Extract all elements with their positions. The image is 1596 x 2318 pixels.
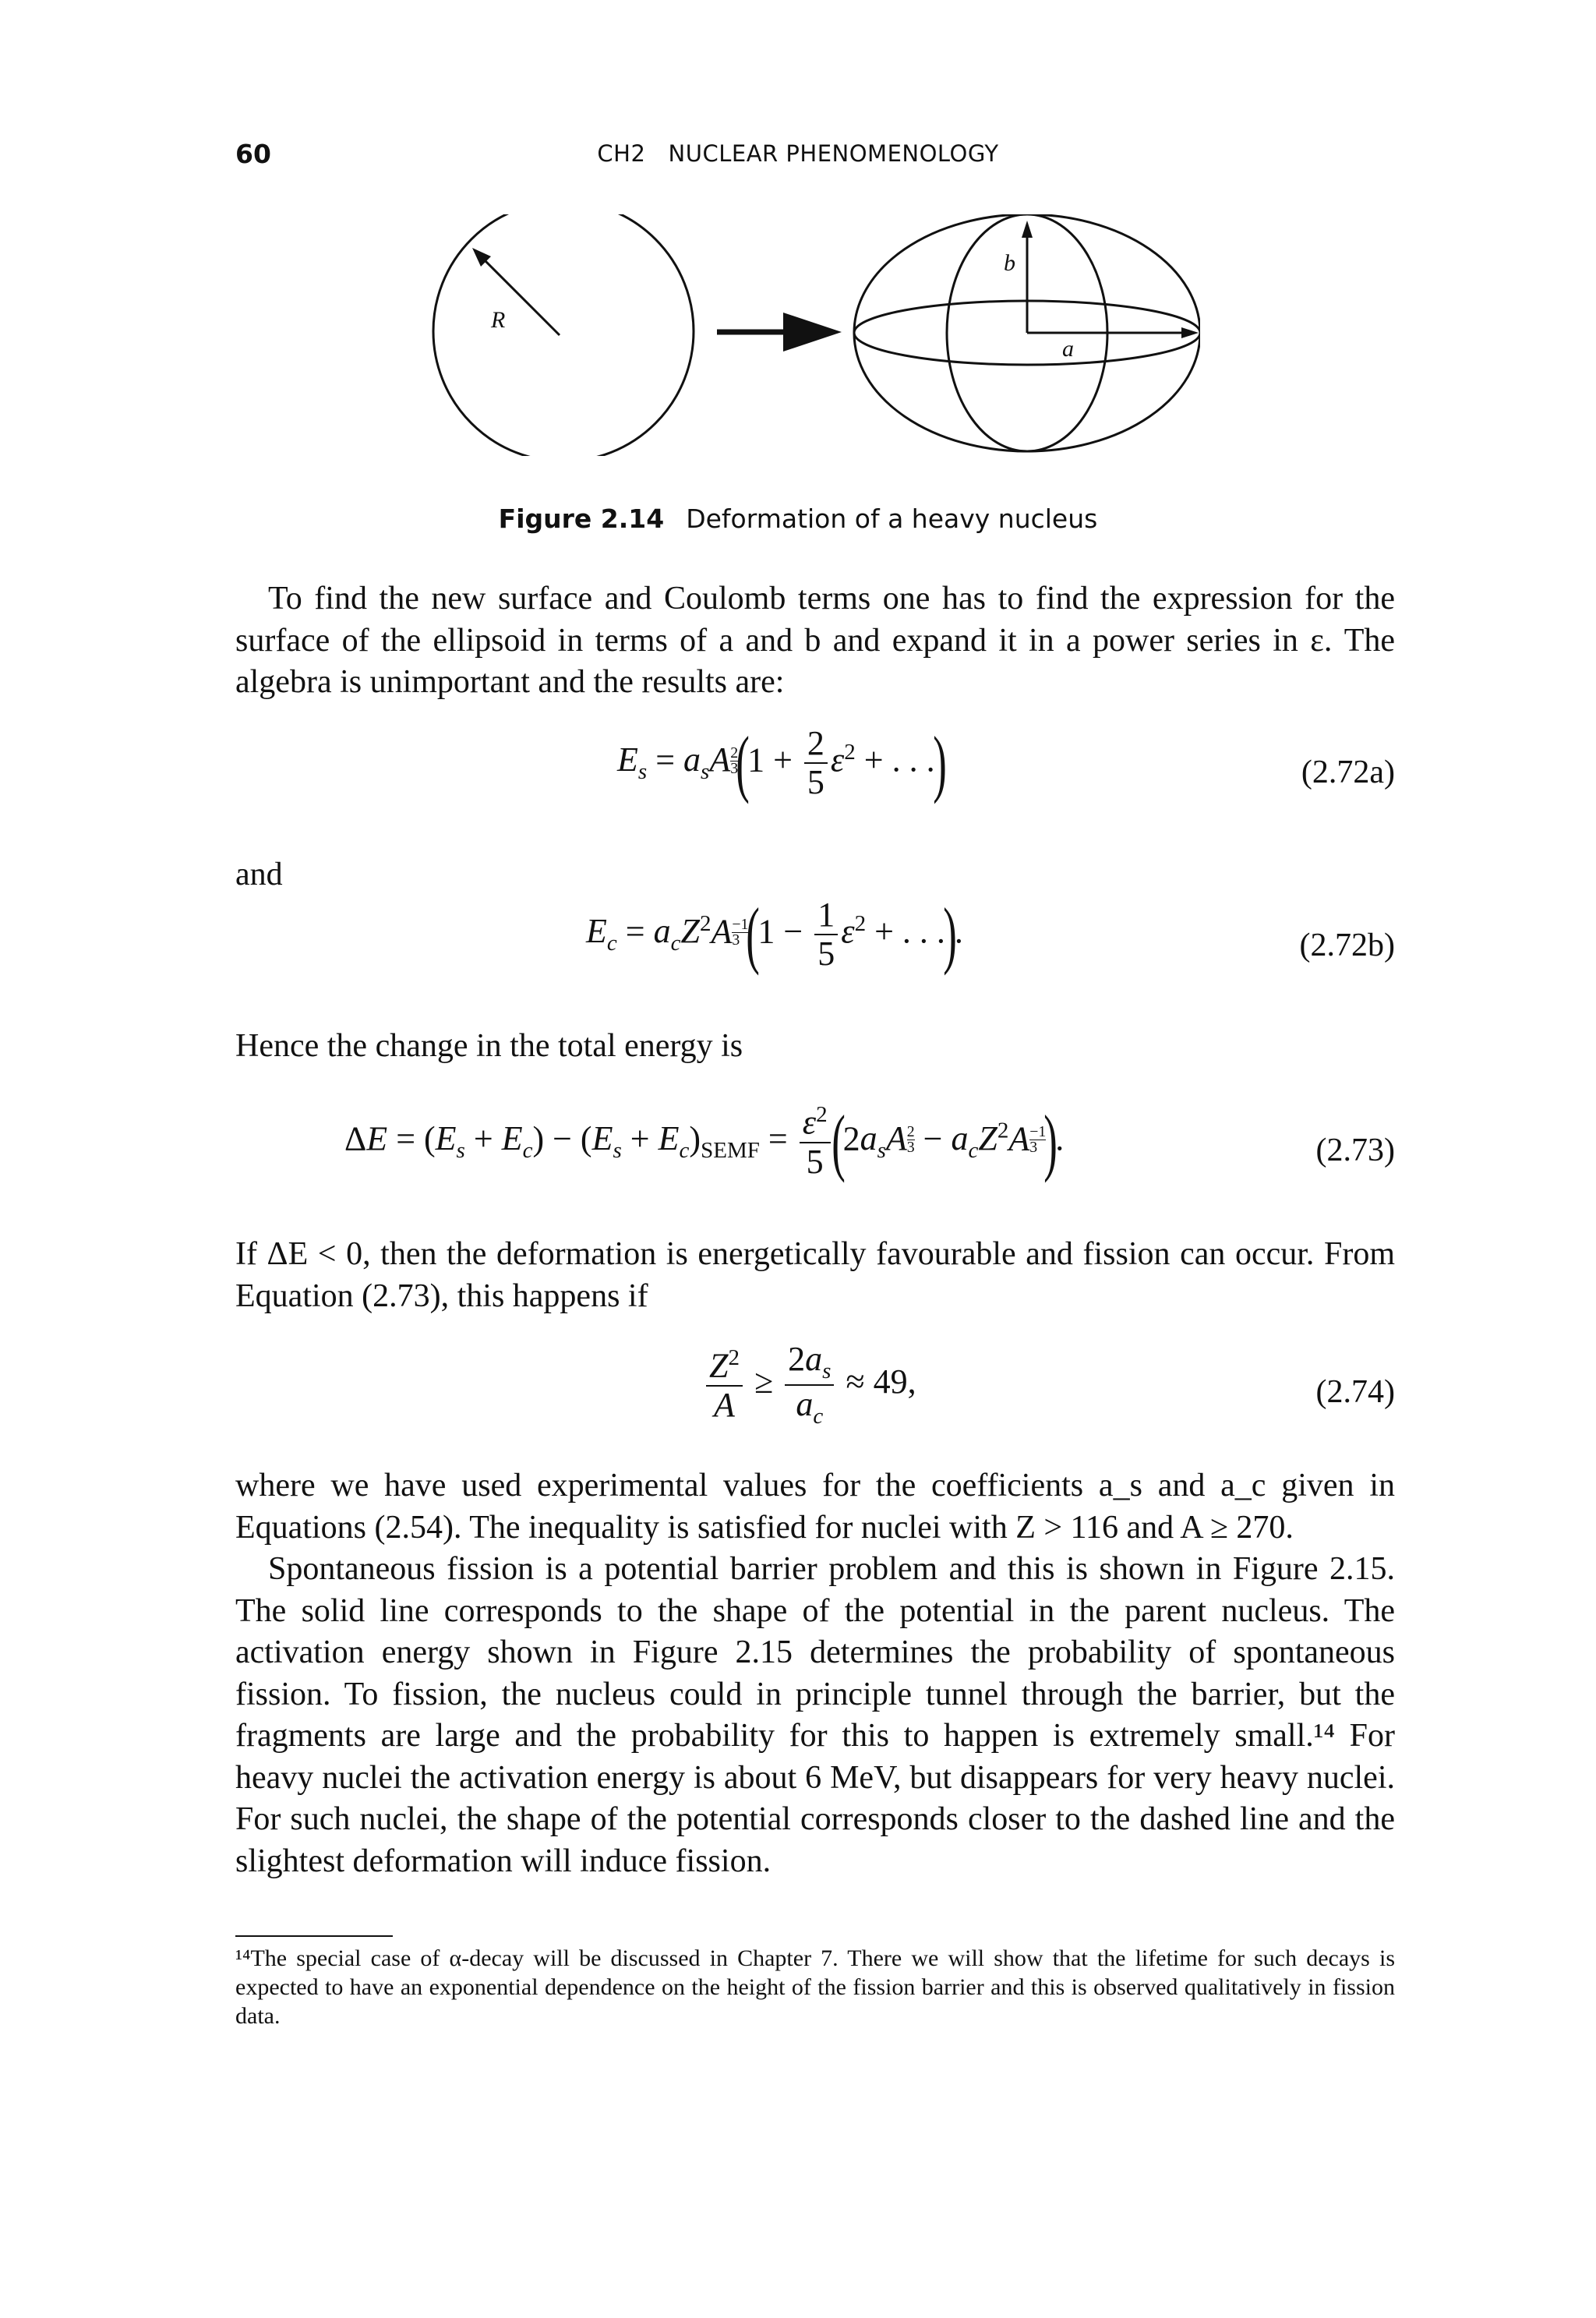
label-a: a [1062,336,1074,362]
connective-and: and [235,857,283,892]
equation-number: (2.72a) [1301,754,1395,790]
label-R: R [491,307,506,333]
label-b: b [1004,250,1015,276]
paragraph-spontaneous-fission: Spontaneous fission is a potential barrier problem and this is shown in Figure 2.15. The solid line corresponds to the shape of the potential in the parent nucleus. The activation energy shown in Figure 2.15 determines the probability of spontaneous fission. To fission, the nucleus could in principle tunnel through the barrier, but the fragments are large and the probability for this to happen is extremely small.¹⁴ For heavy nuclei the activation energy is about 6 MeV, but disappears for very heavy nuclei. For such nuclei, the shape of the potential corresponds closer to the dashed line and the slightest deformation will induce fission. [235,1551,1395,1879]
paragraph-condition: If ΔE < 0, then the deformation is energetically favourable and fission can occur. From Equation (2.73), this happens if [235,1236,1395,1314]
equation-number: (2.74) [1315,1374,1395,1410]
transform-arrowhead [783,313,842,352]
caption-text: Deformation of a heavy nucleus [686,504,1098,534]
equation-2-72b: $E_c = a_cZ^2A$ $\frac{-1}{3}$ (1 − $\frac{1}{5}$ $\varepsilon^2$ + . . .). [586,892,963,977]
axis-a-arrowhead [1181,327,1199,338]
equation-number: (2.73) [1315,1132,1395,1168]
axis-b-arrowhead [1022,221,1033,238]
equation-2-72a: $E_s = a_sA$ $\frac{2}{3}$ (1 + $\frac{2}{5}$ $\varepsilon^2$ + . . .) [617,721,947,805]
running-head: CH2 NUCLEAR PHENOMENOLOGY [597,140,999,167]
figure-caption [0,504,1596,534]
equation-2-74: $\frac{Z^2}{A}$ ≥ $\frac{2a_s}{a_c}$ ≈ 49, [703,1341,916,1429]
paragraph-coefficients: where we have used experimental values for the coefficients a_s and a_c given in Equations (2.54). The inequality is satisfied for nuclei with Z > 116 and A ≥ 270. [235,1468,1395,1546]
page-number: 60 [235,139,271,169]
footnote-14: ¹⁴The special case of α-decay will be discussed in Chapter 7. There we will show that the lifetime for such decays is expected to have an exponential dependence on the height of the fission barrier and this is observed qualitatively in fission data. [235,1945,1395,2029]
footnote-rule [235,1935,393,1937]
nucleus-deformation-figure [421,214,1200,456]
paragraph-intro: To find the new surface and Coulomb terms one has to find the expression for the surface of the ellipsoid in terms of a and b and expand it in a power series in ε. The algebra is unimportant and the results are: [235,581,1395,700]
caption-label: Figure 2.14 [498,504,665,534]
paragraph-hence: Hence the change in the total energy is [235,1028,743,1064]
equation-2-73: $\Delta E = (E_s + E_c) - (E_s + E_c)_{SEMF}$ = $\frac{\varepsilon^2}{5}$ ($2a_sA$ $\frac{2}{3}$ − $a_cZ^2A$ $\frac{-1}{3}$ ). [344,1100,1065,1184]
equation-number: (2.72b) [1299,928,1395,963]
spherical-nucleus [433,214,694,456]
